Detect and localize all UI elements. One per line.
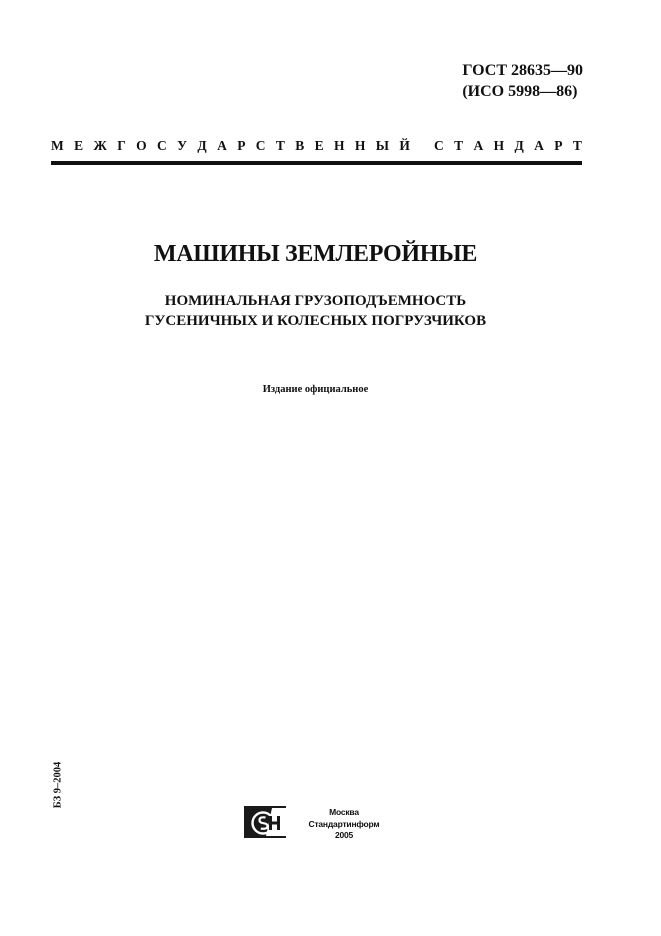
- header-letter: Е: [314, 138, 324, 153]
- header-letter: О: [136, 138, 147, 153]
- header-letter: Н: [334, 138, 345, 153]
- header-letter: А: [217, 138, 227, 153]
- publisher-city: Москва: [329, 807, 359, 817]
- header-letter: А: [534, 138, 544, 153]
- standard-type-header: [51, 138, 582, 154]
- header-letter: Ж: [93, 138, 107, 153]
- header-letter: Г: [117, 138, 126, 153]
- header-letter: Н: [493, 138, 505, 153]
- header-letter: Т: [454, 138, 464, 153]
- header-letter: С: [434, 138, 444, 153]
- publisher-year: 2005: [334, 830, 354, 840]
- header-letter: А: [473, 138, 484, 153]
- header-letter: С: [157, 138, 167, 153]
- header-letter: Н: [354, 138, 366, 153]
- header-letter: С: [255, 138, 266, 153]
- document-title: МАШИНЫ ЗЕМЛЕРОЙНЫЕ: [153, 241, 478, 267]
- subtitle-line: НОМИНАЛЬНАЯ ГРУЗОПОДЪЕМНОСТЬ: [164, 293, 467, 309]
- header-letter: Й: [399, 138, 410, 153]
- subtitle-line: ГУСЕНИЧНЫХ И КОЛЕСНЫХ ПОГРУЗЧИКОВ: [144, 313, 487, 329]
- header-letter: Ы: [375, 138, 390, 153]
- header-rule: [51, 161, 582, 165]
- iso-number: (ИСО 5998—86): [462, 83, 578, 100]
- standartinform-logo-icon: [244, 806, 286, 838]
- header-letter: Т: [275, 138, 285, 153]
- header-word-gap: [420, 138, 423, 154]
- publisher-imprint: [304, 807, 384, 842]
- side-code: БЗ 9–2004: [52, 761, 64, 809]
- gost-number: ГОСТ 28635—90: [462, 62, 583, 79]
- header-letter: Д: [197, 138, 207, 153]
- publisher-name: Стандартинформ: [308, 818, 380, 829]
- header-letter: Е: [74, 138, 84, 153]
- document-number-block: [462, 60, 583, 102]
- header-letter: Д: [514, 138, 524, 153]
- document-subtitle: [0, 291, 631, 331]
- header-letter: У: [177, 138, 188, 153]
- header-letter: В: [295, 138, 305, 153]
- edition-note: Издание официальное: [262, 384, 369, 395]
- header-letter: Т: [572, 138, 582, 153]
- header-letter: Р: [237, 138, 246, 153]
- header-letter: М: [51, 138, 64, 153]
- header-letter: Р: [554, 138, 563, 153]
